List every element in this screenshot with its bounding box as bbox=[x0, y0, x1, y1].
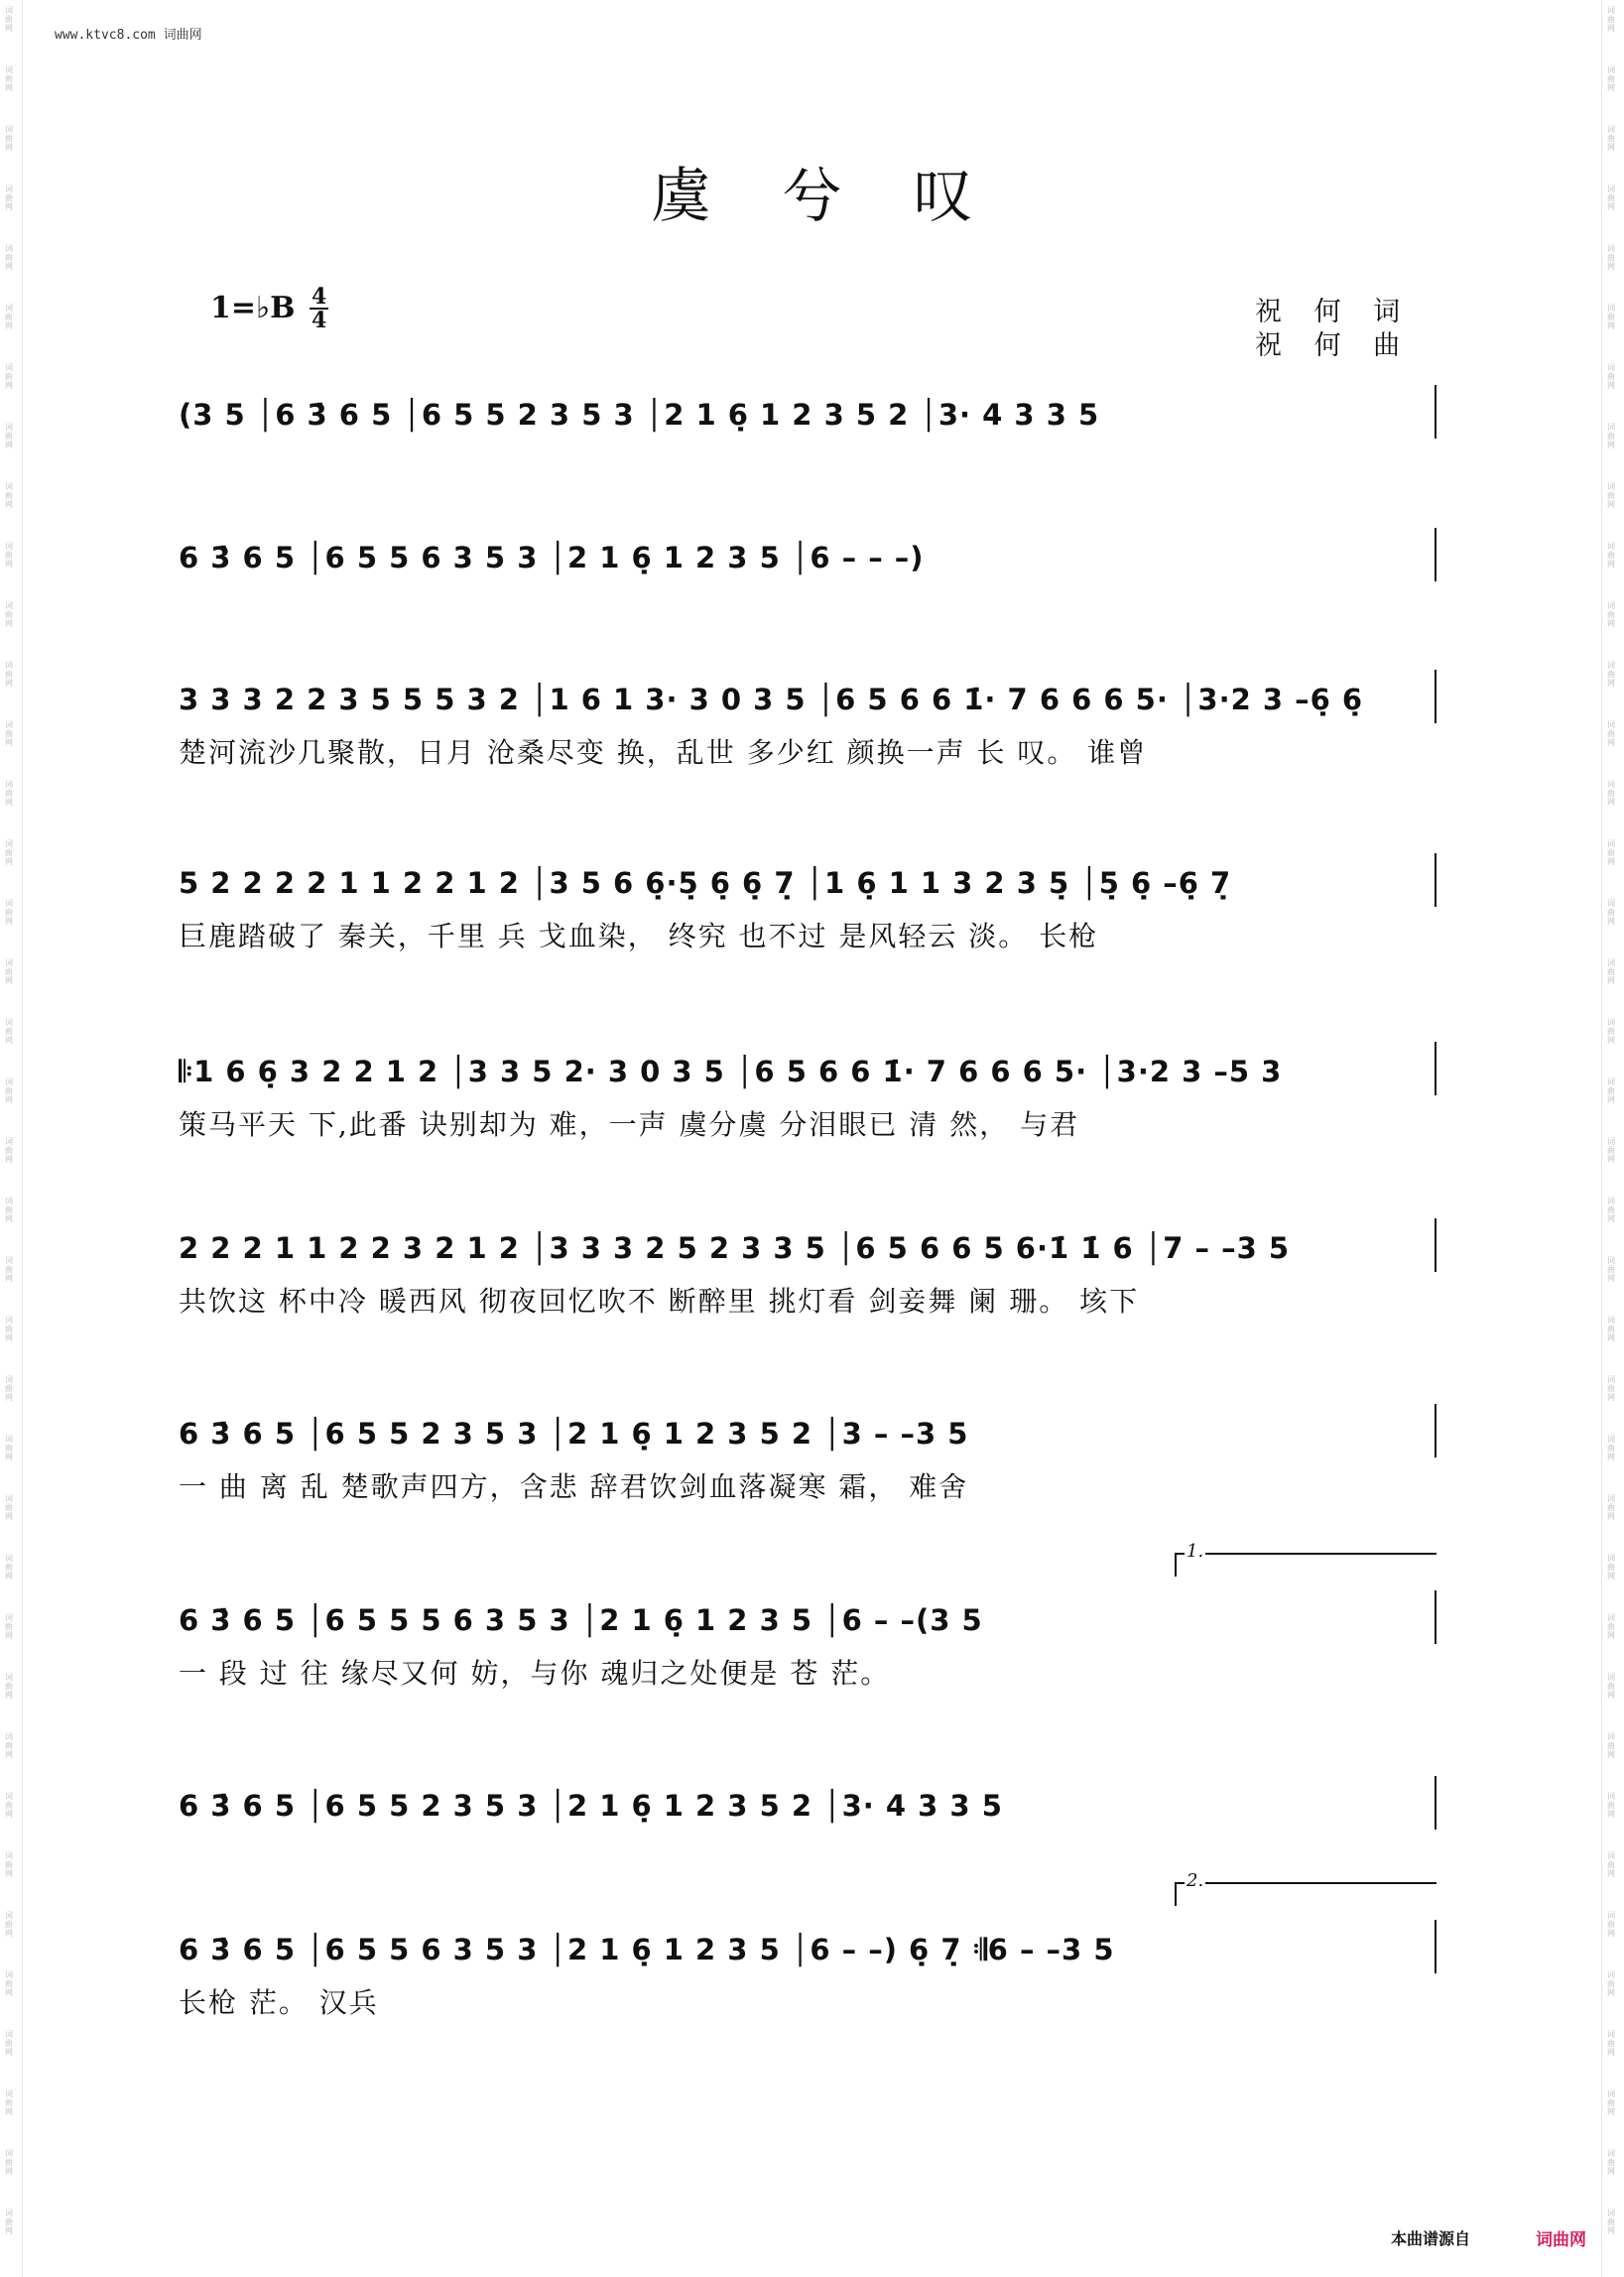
watermark-text: 词曲网 bbox=[5, 1197, 13, 1223]
lyricist-credit: 祝 何 词 bbox=[1255, 297, 1413, 327]
credits bbox=[1255, 296, 1412, 363]
watermark-text: 词曲网 bbox=[1607, 1970, 1615, 1997]
volta-bracket bbox=[1175, 1541, 1437, 1577]
watermark-text: 词曲网 bbox=[1607, 1256, 1615, 1283]
watermark-text: 词曲网 bbox=[5, 1018, 13, 1045]
notation-line: 6 3̇ 6 5 │6 5 5 6 3 5 3 │2 1 6̣ 1 2 3 5 │6 – –) 6̣ 7̣ 𝄇6 – –3 5 bbox=[179, 1933, 1115, 1966]
watermark-text: 词曲网 bbox=[5, 185, 13, 211]
lyrics-line: 巨鹿踏破了 秦关，千里 兵 戈血染， 终究 也不过 是风轻云 淡。 长枪 bbox=[179, 920, 1099, 952]
watermark-text: 词曲网 bbox=[1607, 839, 1615, 866]
notation-line: 5 2 2 2 2 1 1 2 2 1 2 │3 5 6 6̣·5̣ 6̣ 6̣ 7̣ │1 6̣ 1 1 3 2 3 5̣ │5̣ 6̣ –6̣ 7̣ bbox=[179, 866, 1232, 900]
watermark-text: 词曲网 bbox=[5, 423, 13, 449]
lyrics-line: 长枪 茫。 汉兵 bbox=[179, 1986, 379, 2019]
watermark-text: 词曲网 bbox=[5, 2030, 13, 2057]
watermark-text: 词曲网 bbox=[1607, 1673, 1615, 1700]
watermark-text: 词曲网 bbox=[1607, 1077, 1615, 1104]
watermark-text: 词曲网 bbox=[1607, 1851, 1615, 1878]
watermark-text: 词曲网 bbox=[1607, 1435, 1615, 1461]
watermark-text: 词曲网 bbox=[1607, 423, 1615, 449]
watermark-text: 词曲网 bbox=[1607, 1554, 1615, 1581]
volta-label: 1. bbox=[1187, 1541, 1204, 1562]
watermark-text: 词曲网 bbox=[5, 304, 13, 330]
watermark-text: 词曲网 bbox=[1607, 1018, 1615, 1045]
time-signature bbox=[310, 286, 328, 331]
watermark-text: 词曲网 bbox=[5, 2209, 13, 2235]
watermark-text: 词曲网 bbox=[1607, 899, 1615, 926]
watermark-text: 词曲网 bbox=[5, 899, 13, 926]
watermark-text: 词曲网 bbox=[5, 1911, 13, 1938]
notation-line: 6 3̇ 6 5 │6 5 5 5 6 3 5 3 │2 1 6̣ 1 2 3 5 │6 – –(3 5 bbox=[179, 1603, 983, 1637]
key-signature: 1=♭B bbox=[210, 291, 296, 325]
watermark-text: 词曲网 bbox=[5, 661, 13, 688]
watermark-text: 词曲网 bbox=[1607, 1375, 1615, 1402]
watermark-text: 词曲网 bbox=[5, 482, 13, 509]
watermark-text: 词曲网 bbox=[5, 1137, 13, 1164]
watermark-text: 词曲网 bbox=[5, 1970, 13, 1997]
watermark-text: 词曲网 bbox=[1607, 1316, 1615, 1342]
watermark-text: 词曲网 bbox=[1607, 542, 1615, 569]
watermark-text: 词曲网 bbox=[1607, 720, 1615, 747]
watermark-text: 词曲网 bbox=[5, 1316, 13, 1342]
notation-line: 𝄆1 6 6̣ 3 2 2 1 2 │3 3 5 2· 3 0 3 5 │6 5 6 6 1̇· 7 6 6 6 5· │3·2 3 –5 3 bbox=[179, 1055, 1283, 1088]
watermark-text: 词曲网 bbox=[5, 65, 13, 92]
watermark-text: 词曲网 bbox=[1607, 1911, 1615, 1938]
lyrics-line: 一 曲 离 乱 楚歌声四方，含悲 辞君饮剑血落凝寒 霜， 难舍 bbox=[179, 1470, 969, 1503]
watermark-text: 词曲网 bbox=[1607, 661, 1615, 688]
watermark-text: 词曲网 bbox=[1607, 2209, 1615, 2235]
watermark-text: 词曲网 bbox=[1607, 780, 1615, 807]
lyrics-line bbox=[179, 446, 1438, 490]
watermark-text: 词曲网 bbox=[1607, 2030, 1615, 2057]
watermark-text: 词曲网 bbox=[1607, 1137, 1615, 1164]
lyrics-line: 楚河流沙几聚散，日月 沧桑尽变 换，乱世 多少红 颜换一声 长 叹。 谁曾 bbox=[179, 736, 1148, 769]
end-barline bbox=[1435, 1590, 1437, 1644]
watermark-text: 词曲网 bbox=[1607, 185, 1615, 211]
watermark-text: 词曲网 bbox=[1607, 2089, 1615, 2116]
watermark-text: 词曲网 bbox=[5, 1851, 13, 1878]
watermark-text: 词曲网 bbox=[1607, 6, 1615, 33]
volta-bracket bbox=[1175, 1870, 1437, 1906]
watermark-text: 词曲网 bbox=[5, 958, 13, 985]
notation-line: 3 3 3 2 2 3 5 5 5 3 2 │1 6 1 3· 3 0 3 5 │6 5 6 6 1̇· 7 6 6 6 5· │3·2 3 –6̣ 6̣ bbox=[179, 683, 1364, 716]
time-signature-top: 4 bbox=[312, 284, 327, 310]
song-title: 虞兮叹 bbox=[651, 162, 1045, 231]
end-barline bbox=[1435, 670, 1437, 723]
watermark-text: 词曲网 bbox=[5, 1792, 13, 1819]
watermark-text: 词曲网 bbox=[5, 601, 13, 628]
watermark-text: 词曲网 bbox=[1607, 125, 1615, 152]
notation-line: 6 3̇ 6 5 │6 5 5 2 3 5 3 │2 1 6̣ 1 2 3 5 2 │3 – –3 5 bbox=[179, 1417, 969, 1451]
watermark-text: 词曲网 bbox=[1607, 304, 1615, 330]
watermark-text: 词曲网 bbox=[5, 1732, 13, 1759]
notation-line: 6 3̇ 6 5 │6 5 5 2 3 5 3 │2 1 6̣ 1 2 3 5 2 │3· 4 3 3 5 bbox=[179, 1789, 1003, 1823]
end-barline bbox=[1435, 385, 1437, 439]
watermark-text: 词曲网 bbox=[5, 1554, 13, 1581]
watermark-text: 词曲网 bbox=[1607, 244, 1615, 271]
watermark-text: 词曲网 bbox=[5, 125, 13, 152]
watermark-text: 词曲网 bbox=[5, 839, 13, 866]
site-header[interactable]: www.ktvc8.com 词曲网 bbox=[55, 28, 202, 43]
lyrics-line bbox=[179, 589, 1438, 633]
end-barline bbox=[1435, 1776, 1437, 1830]
watermark-text: 词曲网 bbox=[1607, 1613, 1615, 1640]
watermark-text: 词曲网 bbox=[1607, 1792, 1615, 1819]
notation-line: 2 2 2 1 1 2 2 3 2 1 2 │3 3 3 2 5 2 3 3 5 │6 5 6 6 5 6·1̇ 1̇ 6 │7 – –3 5 bbox=[179, 1231, 1291, 1265]
end-barline bbox=[1435, 1404, 1437, 1457]
composer-credit: 祝 何 曲 bbox=[1255, 330, 1413, 361]
watermark-text: 词曲网 bbox=[1607, 601, 1615, 628]
watermark-text: 词曲网 bbox=[5, 1613, 13, 1640]
watermark-text: 词曲网 bbox=[1607, 1197, 1615, 1223]
watermark-text: 词曲网 bbox=[5, 720, 13, 747]
watermark-text: 词曲网 bbox=[5, 780, 13, 807]
watermark-text: 词曲网 bbox=[5, 2089, 13, 2116]
watermark-text: 词曲网 bbox=[1607, 482, 1615, 509]
watermark-text: 词曲网 bbox=[1607, 65, 1615, 92]
watermark-text: 词曲网 bbox=[5, 244, 13, 271]
watermark-text: 词曲网 bbox=[5, 1256, 13, 1283]
lyrics-line: 策马平天 下,此番 诀别却为 难，一声 虞分虞 分泪眼已 清 然， 与君 bbox=[179, 1108, 1080, 1141]
notation-line: 6 3̇ 6 5 │6 5 5 6 3 5 3 │2 1 6̣ 1 2 3 5 │6 – – –) bbox=[179, 541, 925, 574]
time-signature-bottom: 4 bbox=[312, 308, 327, 333]
right-watermark-strip bbox=[1601, 0, 1624, 2277]
source-label: 本曲谱源自 bbox=[1391, 2229, 1471, 2248]
site-logo[interactable]: 词曲网 bbox=[1536, 2230, 1586, 2250]
watermark-text: 词曲网 bbox=[1607, 2149, 1615, 2176]
watermark-text: 词曲网 bbox=[5, 1077, 13, 1104]
end-barline bbox=[1435, 1042, 1437, 1095]
watermark-text: 词曲网 bbox=[5, 2149, 13, 2176]
end-barline bbox=[1435, 1218, 1437, 1272]
watermark-text: 词曲网 bbox=[5, 1673, 13, 1700]
left-watermark-strip bbox=[0, 0, 23, 2277]
watermark-text: 词曲网 bbox=[1607, 1732, 1615, 1759]
notation-line: (3 5 │6 3̇ 6 5 │6 5 5 2 3 5 3 │2 1 6̣ 1 2 3 5 2 │3· 4 3 3 5 bbox=[179, 398, 1100, 432]
watermark-text: 词曲网 bbox=[5, 542, 13, 569]
watermark-text: 词曲网 bbox=[5, 1435, 13, 1461]
watermark-text: 词曲网 bbox=[5, 1494, 13, 1521]
watermark-text: 词曲网 bbox=[5, 363, 13, 390]
lyrics-line: 一 段 过 往 缘尽又何 妨，与你 魂归之处便是 苍 茫。 bbox=[179, 1657, 891, 1690]
end-barline bbox=[1435, 853, 1437, 907]
watermark-text: 词曲网 bbox=[1607, 363, 1615, 390]
watermark-text: 词曲网 bbox=[1607, 958, 1615, 985]
end-barline bbox=[1435, 528, 1437, 581]
watermark-text: 词曲网 bbox=[5, 1375, 13, 1402]
lyrics-line bbox=[179, 1837, 1438, 1881]
end-barline bbox=[1435, 1920, 1437, 1973]
lyrics-line: 共饮这 杯中冷 暖西风 彻夜回忆吹不 断醉里 挑灯看 剑妾舞 阑 珊。 垓下 bbox=[179, 1285, 1140, 1318]
volta-label: 2. bbox=[1187, 1870, 1204, 1891]
watermark-text: 词曲网 bbox=[5, 6, 13, 33]
watermark-text: 词曲网 bbox=[1607, 1494, 1615, 1521]
